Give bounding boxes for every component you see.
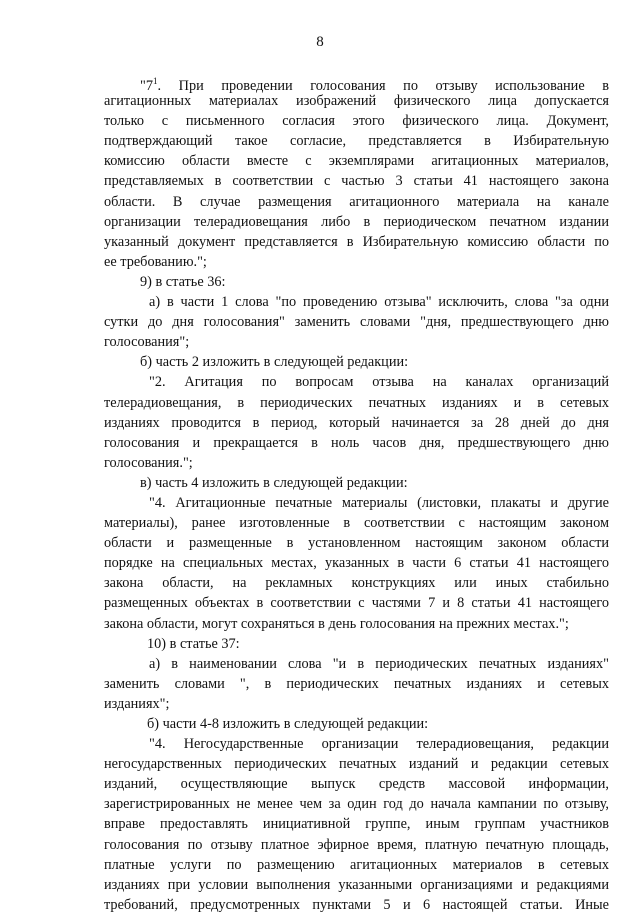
text-line: представляемых в соответствии с частью 3 статьи 41 настоящего закона (104, 173, 609, 190)
text-line: ее требованию."; (104, 253, 207, 270)
text-line: "$7^1$. При проведении голосования по отзыву использование в (140, 76, 609, 94)
text-line: голосования"; (104, 334, 190, 351)
text-line: сутки до дня голосования" заменить словами "дня, предшествующего дню (104, 314, 609, 331)
page-number: 8 (316, 34, 324, 50)
text-line: в) часть 4 изложить в следующей редакции: (140, 474, 408, 491)
text-line: 10) в статье 37: (147, 635, 240, 652)
text-line: голосования."; (104, 454, 193, 471)
text-line: телерадиовещания, в периодических печатных изданиях и в сетевых (104, 394, 609, 411)
text-line: а) в наименовании слова "и в периодических печатных изданиях" (149, 655, 609, 672)
text-line: размещенных объектах в соответствии с частями 7 и 8 статьи 41 настоящего (104, 595, 609, 612)
text-line: подтверждающий такое согласие, представляется в Избирательную (104, 133, 609, 150)
text-line: голосования по отзыву платное эфирное время, платную печатную площадь, (104, 836, 609, 853)
text-line: платные услуги по размещению агитационных материалов в сетевых (104, 856, 609, 873)
text-line: изданий, осуществляющие выпуск средств массовой информации, (104, 776, 609, 793)
text-line: "4. Негосударственные организации телерадиовещания, редакции (149, 736, 609, 753)
text-line: агитационных материалах изображений физического лица допускается (104, 93, 609, 110)
text-line: организации телерадиовещания либо в периодическом печатном издании (104, 213, 609, 230)
text-line: изданиях при условии выполнения указанными организациями и редакциями (104, 876, 609, 893)
text-line: "2. Агитация по вопросам отзыва на каналах организаций (149, 374, 609, 391)
text-line: зарегистрированных не менее чем за один год до начала кампании по отзыву, (104, 796, 609, 813)
text-line: закона области, могут сохраняться в день голосования на прежних местах."; (104, 615, 569, 632)
text-line: 9) в статье 36: (140, 273, 226, 290)
text-line: закона области, на рекламных конструкциях или иных стабильно (104, 575, 609, 592)
text-line: материалы), ранее изготовленные в соответствии с настоящим законом (104, 515, 609, 532)
text-line: б) части 4-8 изложить в следующей редакции: (147, 716, 429, 732)
text-line: "4. Агитационные печатные материалы (листовки, плакаты и другие (149, 494, 609, 511)
text-line: области. В случае размещения агитационного материала на канале (104, 193, 609, 210)
text-line: голосования и прекращается в ноль часов дня, предшествующего дню (104, 434, 609, 451)
text-line: б) часть 2 изложить в следующей редакции: (140, 354, 409, 371)
text-line: а) в части 1 слова "по проведению отзыва" исключить, слова "за одни (149, 294, 609, 311)
text-line: требований, предусмотренных пунктами 5 и 6 настоящей статьи. Иные (104, 896, 609, 913)
text-line: изданиях проводится в период, который начинается за 28 дней до дня (104, 414, 609, 431)
superscript: 1 (153, 76, 158, 86)
text-line: порядке на специальных местах, указанных в части 6 статьи 41 настоящего (104, 555, 609, 572)
text-line: вправе предоставлять инициативной группе, иным группам участников (104, 816, 609, 833)
text-line: только с письменного согласия этого физического лица. Документ, (104, 113, 609, 130)
text-line: области и размещенные в установленном настоящим законом области (104, 535, 609, 552)
text-line: изданиях"; (104, 695, 170, 712)
text-line: комиссию области вместе с экземплярами агитационных материалов, (104, 153, 609, 170)
document-body (104, 71, 609, 915)
text-line: указанный документ представляется в Избирательную комиссию области по (104, 233, 609, 250)
text-line: негосударственных периодических печатных изданий и редакции сетевых (104, 756, 609, 773)
text-line: заменить словами ", в периодических печатных изданиях и сетевых (104, 675, 609, 692)
